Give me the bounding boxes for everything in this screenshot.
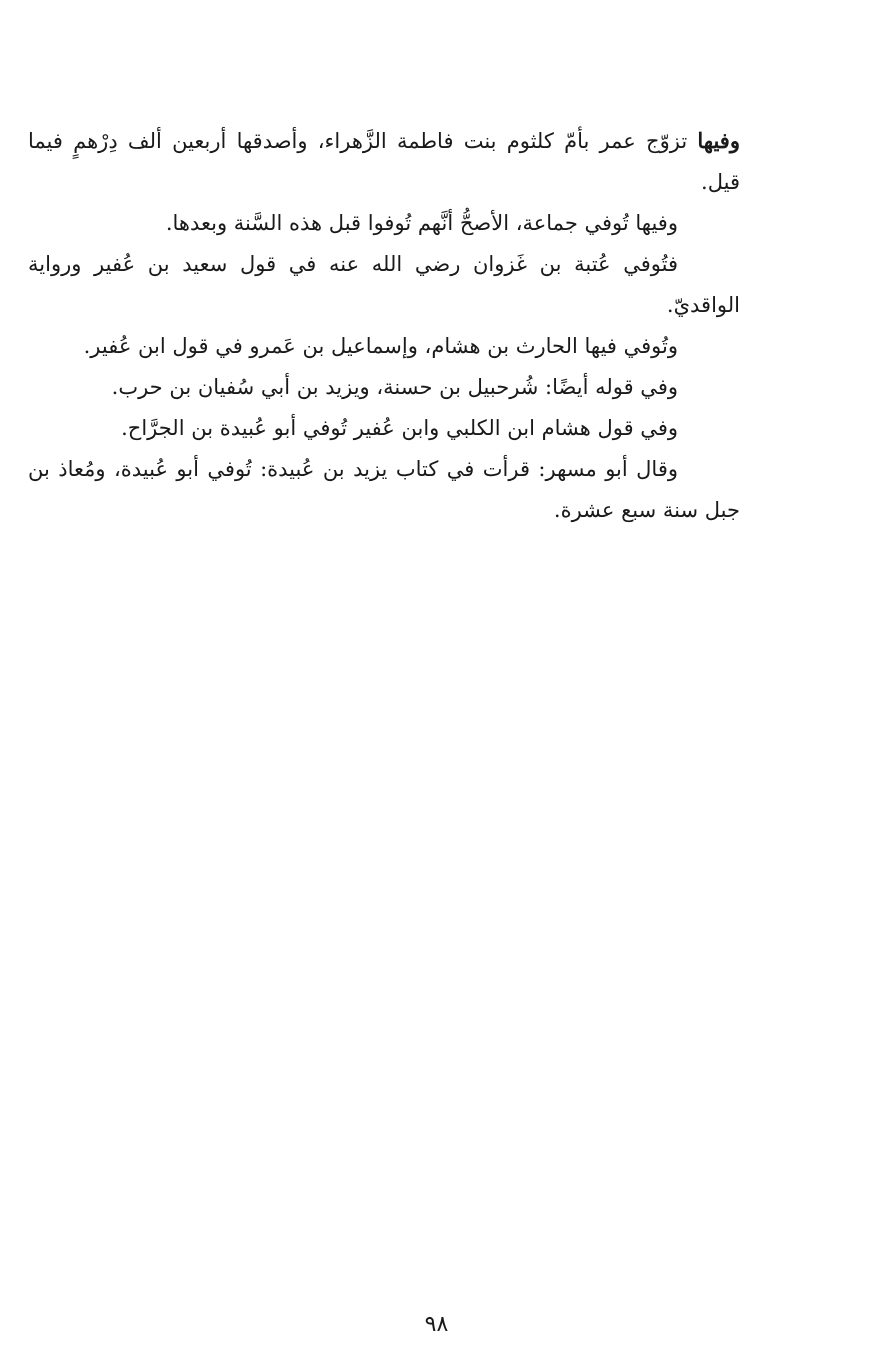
paragraph-text: تزوّج عمر بأمّ كلثوم بنت فاطمة الزَّهراء، وأصدقها أربعين ألف دِرْهمٍ فيما قيل. xyxy=(28,129,740,194)
paragraph: فتُوفي عُتبة بن غَزوان رضي الله عنه في قول سعيد بن عُفير ورواية الواقديّ. xyxy=(28,252,740,317)
paragraph: وفي قوله أيضًا: شُرحبيل بن حسنة، ويزيد بن أبي سُفيان بن حرب. xyxy=(111,375,678,399)
paragraph: وتُوفي فيها الحارث بن هشام، وإسماعيل بن عَمرو في قول ابن عُفير. xyxy=(83,334,678,358)
paragraph: وقال أبو مسهر: قرأت في كتاب يزيد بن عُبيدة: تُوفي أبو عُبيدة، ومُعاذ بن جبل سنة سبع عشرة. xyxy=(28,457,740,522)
paragraph-lead-word: وفيها xyxy=(697,128,740,153)
page-number: ٩٨ xyxy=(424,1312,449,1337)
paragraph: وفي قول هشام ابن الكلبي وابن عُفير تُوفي أبو عُبيدة بن الجرَّاح. xyxy=(121,416,678,440)
body-text xyxy=(28,120,740,531)
paragraph xyxy=(28,120,740,203)
paragraph: وفيها تُوفي جماعة، الأصحُّ أنَّهم تُوفوا قبل هذه السَّنة وبعدها. xyxy=(165,211,678,235)
